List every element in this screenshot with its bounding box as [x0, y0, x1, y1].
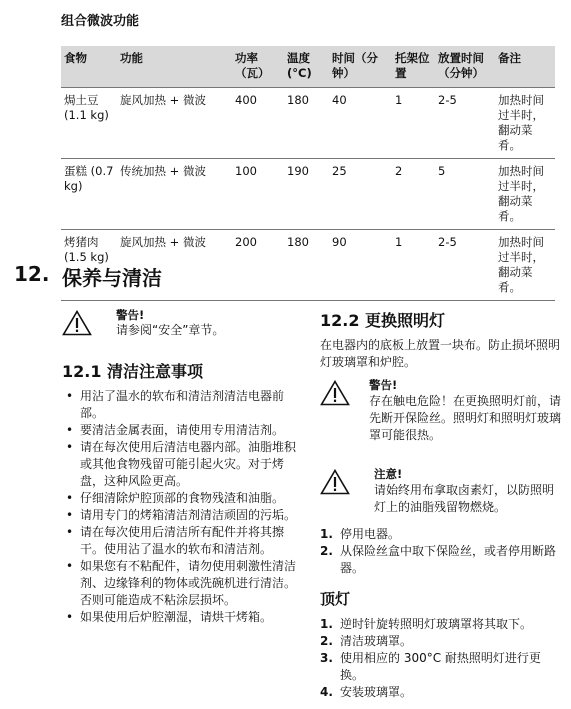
header-shelf: 托架位置 — [392, 46, 435, 88]
list-item: • 请用专门的烤箱清洁剂清洁顽固的污垢。 — [62, 507, 300, 524]
section-title: 组合微波功能 — [61, 14, 140, 29]
cell-temp: 180 — [284, 230, 329, 301]
cell-function: 传统加热 + 微波 — [117, 159, 232, 230]
header-food: 食物 — [61, 46, 117, 88]
cleaning-list — [62, 388, 300, 626]
list-item: 2. 清洁玻璃罩。 — [320, 634, 413, 648]
header-note: 备注 — [495, 46, 555, 88]
cell-standing: 2-5 — [435, 230, 495, 301]
cell-food: 蛋糕 (0.7 kg) — [61, 159, 117, 230]
header-standing: 放置时间（分钟） — [435, 46, 495, 88]
cell-note: 加热时间过半时，翻动菜肴。 — [495, 88, 555, 159]
warning-title: 警告! — [116, 308, 145, 322]
cell-power: 400 — [232, 88, 284, 159]
list-item: • 请在每次使用后清洁电器内部。油脂堆积或其他食物残留可能引起火灾。对于烤盘，这种风险更高。 — [62, 439, 300, 490]
cell-function: 旋风加热 + 微波 — [117, 88, 232, 159]
top-lamp-steps — [320, 616, 564, 701]
table-row — [61, 88, 555, 159]
cell-time: 90 — [329, 230, 392, 301]
list-item: 3. 使用相应的 300°C 耐热照明灯进行更换。 — [320, 651, 541, 682]
lamp-intro: 在电器内的底板上放置一块布。防止损坏照明灯玻璃罩和炉腔。 — [320, 338, 561, 369]
cell-shelf: 1 — [392, 88, 435, 159]
list-item: 1. 逆时针旋转照明灯玻璃罩将其取下。 — [320, 617, 533, 631]
cell-standing: 2-5 — [435, 88, 495, 159]
cell-time: 40 — [329, 88, 392, 159]
cell-standing: 5 — [435, 159, 495, 230]
cell-note: 加热时间过半时，翻动菜肴。 — [495, 230, 555, 301]
cell-power: 100 — [232, 159, 284, 230]
list-item: • 如果您有不粘配件，请勿使用刺激性清洁剂、边缘锋利的物体或洗碗机进行清洁。否则可能造成不粘涂层损坏。 — [62, 558, 300, 609]
list-item: 4. 安装玻璃罩。 — [320, 685, 413, 699]
warning-title: 警告! — [369, 378, 398, 392]
warning-triangle-icon — [320, 380, 350, 406]
list-item: • 请在每次使用后清洁所有配件并将其擦干。使用沾了温水的软布和清洁剂。 — [62, 524, 300, 558]
top-lamp-heading: 顶灯 — [320, 590, 351, 608]
cell-note: 加热时间过半时，翻动菜肴。 — [495, 159, 555, 230]
header-temp: 温度(°C) — [284, 46, 329, 88]
header-function: 功能 — [117, 46, 232, 88]
list-item: • 要清洁金属表面，请使用专用清洁剂。 — [62, 422, 300, 439]
cell-shelf: 1 — [392, 230, 435, 301]
cleaning-heading: 12.1 清洁注意事项 — [62, 362, 204, 381]
list-item: 1. 停用电器。 — [320, 527, 401, 541]
chapter-number: 12. — [14, 262, 50, 286]
warning-text: 请参阅“安全”章节。 — [116, 323, 225, 337]
header-power: 功率（瓦） — [232, 46, 284, 88]
caution-text: 请始终用布拿取卤素灯，以防照明灯上的油脂残留物燃烧。 — [374, 483, 555, 514]
lamp-steps — [320, 526, 564, 577]
cell-function: 旋风加热 + 微波 — [117, 230, 232, 301]
cell-shelf: 2 — [392, 159, 435, 230]
cell-time: 25 — [329, 159, 392, 230]
lamp-heading: 12.2 更换照明灯 — [320, 311, 446, 330]
cell-temp: 180 — [284, 88, 329, 159]
warning-triangle-icon — [62, 310, 92, 336]
list-item: • 如果使用后炉腔潮湿，请烘干烤箱。 — [62, 609, 300, 626]
list-item: 2. 从保险丝盒中取下保险丝，或者停用断路器。 — [320, 544, 557, 575]
caution-title: 注意! — [374, 467, 403, 481]
warning-triangle-icon — [320, 469, 350, 495]
header-time: 时间（分钟） — [329, 46, 392, 88]
list-item: • 仔细清除炉腔顶部的食物残渣和油脂。 — [62, 490, 300, 507]
cell-temp: 190 — [284, 159, 329, 230]
table-header-row — [61, 46, 555, 88]
cell-food: 烤猪肉 (1.5 kg) — [61, 230, 117, 301]
table-row — [61, 159, 555, 230]
cell-power: 200 — [232, 230, 284, 301]
list-item: • 用沾了温水的软布和清洁剂清洁电器前部。 — [62, 388, 300, 422]
warning-text: 存在触电危险！在更换照明灯前，请先断开保险丝。照明灯和照明灯玻璃罩可能很热。 — [369, 394, 562, 442]
chapter-title: 保养与清洁 — [62, 266, 162, 290]
cell-food: 焗土豆 (1.1 kg) — [61, 88, 117, 159]
